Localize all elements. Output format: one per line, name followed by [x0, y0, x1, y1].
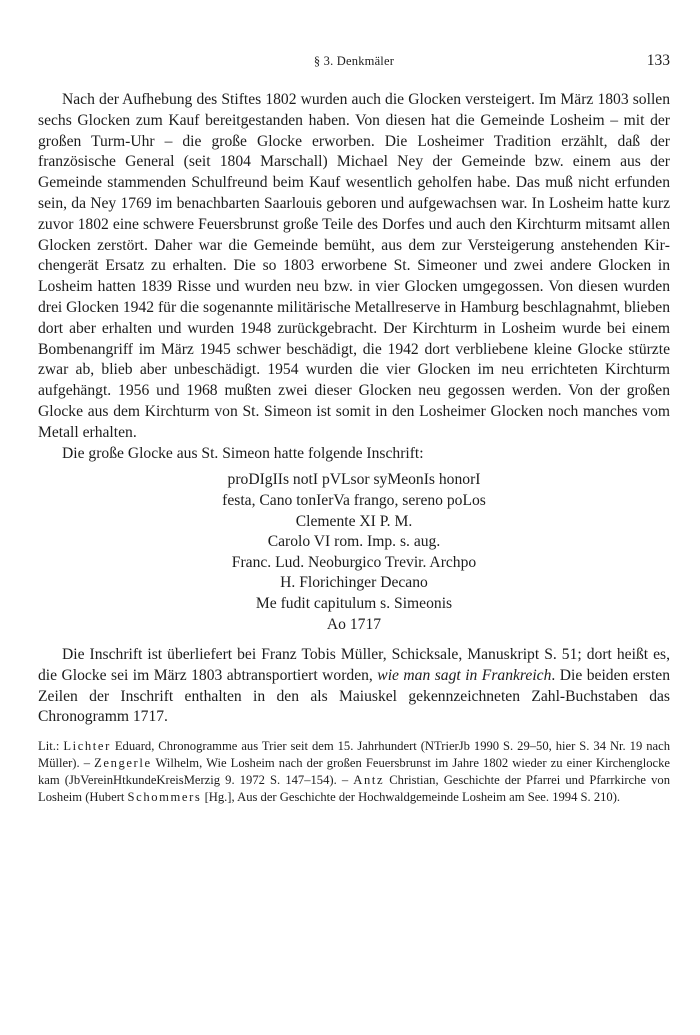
lit-author: Lichter: [63, 739, 111, 754]
inscription-line: Clemente XI P. M.: [295, 512, 413, 530]
source-note-text-end: . Die beiden ersten Zeilen der Inschrift enthalten in den als Maiuskel gekennzeichneten Zahl-Buchstaben das Chronogramm 1717.: [38, 666, 670, 726]
inscription-line: festa, Cano tonIerVa frango, sereno poLos: [222, 491, 486, 509]
literature-references: [38, 738, 670, 806]
inscription-line: Me fudit capitulum s. Simeonis: [255, 594, 453, 612]
inscription-line: Carolo VI rom. Imp. s. aug.: [267, 533, 441, 551]
lit-author: Antz: [353, 773, 385, 788]
book-page: [38, 52, 670, 806]
lit-entry: [Hg.], Aus der Geschichte der Hochwaldgemeinde Losheim am See. 1994 S. 210).: [201, 790, 621, 805]
lit-author: Zengerle: [94, 756, 152, 771]
inscription-line: H. Florichinger Decano: [280, 574, 428, 592]
bell-inscription: [38, 470, 670, 635]
lit-entry: Wilhelm, Wie Losheim nach der großen Feuersbrunst im Jahre 1802 wieder zu einer Kirchenglocke kam (JbVereinHtkundeKreisMerzig 9. 1972 S. 147–154). –: [38, 756, 671, 788]
source-note-italic: wie man sagt in Frankreich: [377, 666, 552, 684]
lit-entry: Eduard, Chronogramme aus Trier seit dem 15. Jahrhundert (NTrierJb 1990 S. 29–50, hier S. 34 Nr. 19 nach Müller). –: [38, 739, 670, 771]
lit-prefix: Lit.:: [38, 739, 64, 754]
inscription-line: proDIgIIs notI pVLsor syMeonIs honorI: [227, 471, 481, 489]
source-note-text: Die Inschrift ist überliefert bei Franz Tobis Müller, Schicksale, Manuskript S. 51; dort heißt es, die Glocke sei im März 1803 abtransportiert worden,: [38, 646, 670, 684]
inscription-line: Ao 1717: [326, 615, 382, 633]
paragraph-inscription-intro: Die große Glocke aus St. Simeon hatte folgende Inschrift:: [62, 444, 424, 462]
main-text: [38, 90, 670, 728]
section-title: § 3. Denkmäler: [313, 54, 395, 68]
page-number: 133: [646, 52, 670, 69]
paragraph-bells-history: Nach der Aufhebung des Stiftes 1802 wurden auch die Glocken versteigert. Im März 1803 sollen sechs Glocken zum Kauf bereitgestanden haben. Von diesen hat die Gemeinde Losheim – mit der großen Turm-Uhr – die große Glocke erworben. Die Losheimer Tradition erzählt, daß der französische General (seit 1804 Marschall) Michael Ney der Gemeinde bzw. einem aus der Gemeinde stammenden Schulfreund beim Kauf wesentlich geholfen habe. Das muß nicht erfunden sein, da Ney 1769 im benachbarten Saarlouis geboren und aufgewachsen war. In Losheim hatte kurz zuvor 1802 eine schwere Feuersbrunst große Teile des Dorfes und auch den Kirchturm mitsamt allen Glocken zerstört. Daher war die Gemeinde bemüht, aus dem zur Versteigerung anstehenden Kirchengerät Ersatz zu erhalten. Die so 1803 erworbene St. Simeoner und zwei andere Glocken in Losheim hatten 1839 Risse und wurden neu bzw. in vier Glocken umgegossen. Von diesen wurden drei Glocken 1942 für die sogenannte militärische Metallreserve in Hamburg beschlagnahmt, blieben dort aber erhalten und wurden 1948 zurückgebracht. Der Kirchturm in Losheim wurde bei einem Bombenangriff im März 1945 schwer beschädigt, die 1942 dort verbliebene kleine Glocke stürzte zwar ab, blieb aber unbeschädigt. 1954 wurden die vier Glocken im neu errichteten Kirchturm aufgehängt. 1956 und 1968 mußten zwei dieser Glocken neu gegossen werden. Von der großen Glocke aus dem Kirchturm von St. Simeon ist somit in den Losheimer Glocken noch manches vom Metall erhalten.: [38, 91, 670, 441]
lit-entry: Christian, Geschichte der Pfarrei und Pfarrkirche von Losheim (Hubert: [38, 773, 670, 805]
running-head: [38, 52, 670, 74]
inscription-line: Franc. Lud. Neoburgico Trevir. Archpo: [231, 553, 477, 571]
lit-author: Schommers: [127, 790, 202, 805]
paragraph-source-note: [38, 645, 670, 728]
